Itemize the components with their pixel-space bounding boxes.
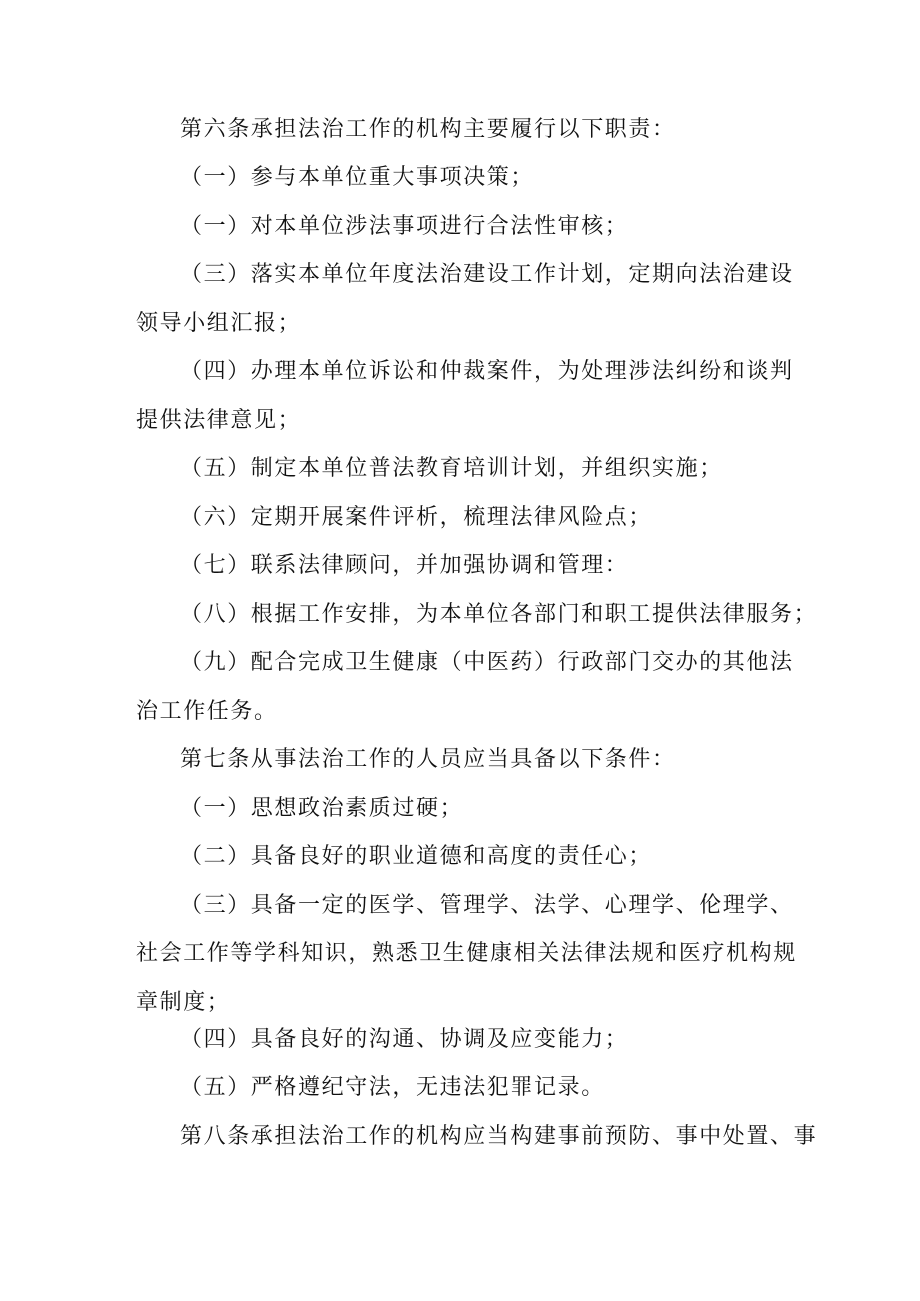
- paragraph-line: （三）落实本单位年度法治建设工作计划，定期向法治建设: [180, 262, 794, 287]
- paragraph-line: （八）根据工作安排，为本单位各部门和职工提供法律服务；: [180, 602, 818, 627]
- paragraph-line: 第七条从事法治工作的人员应当具备以下条件：: [180, 747, 676, 772]
- paragraph-line: 第八条承担法治工作的机构应当构建事前预防、事中处置、事: [180, 1124, 818, 1149]
- paragraph-line: 治工作任务。: [136, 699, 278, 724]
- paragraph-line: 第六条承担法治工作的机构主要履行以下职责：: [180, 117, 676, 142]
- paragraph-line: （四）办理本单位诉讼和仲裁案件，为处理涉法纠纷和谈判: [180, 359, 794, 384]
- paragraph-line: （六）定期开展案件评析，梳理法律风险点；: [180, 505, 653, 530]
- paragraph-line: （三）具备一定的医学、管理学、法学、心理学、伦理学、: [180, 893, 794, 918]
- paragraph-line: （二）具备良好的职业道德和高度的责任心；: [180, 844, 653, 869]
- paragraph-line: （四）具备良好的沟通、协调及应变能力；: [180, 1027, 629, 1052]
- paragraph-line: 领导小组汇报；: [136, 311, 302, 336]
- paragraph-line: （一）对本单位涉法事项进行合法性审核；: [180, 214, 629, 239]
- paragraph-line: 提供法律意见；: [136, 408, 302, 433]
- paragraph-line: （七）联系法律顾问，并加强协调和管理：: [180, 553, 629, 578]
- paragraph-line: （一）参与本单位重大事项决策；: [180, 165, 535, 190]
- paragraph-line: （一）思想政治素质过硬；: [180, 796, 464, 821]
- paragraph-line: 章制度；: [136, 990, 231, 1015]
- paragraph-line: （五）制定本单位普法教育培训计划，并组织实施；: [180, 456, 723, 481]
- paragraph-line: 社会工作等学科知识，熟悉卫生健康相关法律法规和医疗机构规: [136, 941, 797, 966]
- paragraph-line: （五）严格遵纪守法，无违法犯罪记录。: [180, 1075, 605, 1100]
- paragraph-line: （九）配合完成卫生健康（中医药）行政部门交办的其他法: [180, 650, 794, 675]
